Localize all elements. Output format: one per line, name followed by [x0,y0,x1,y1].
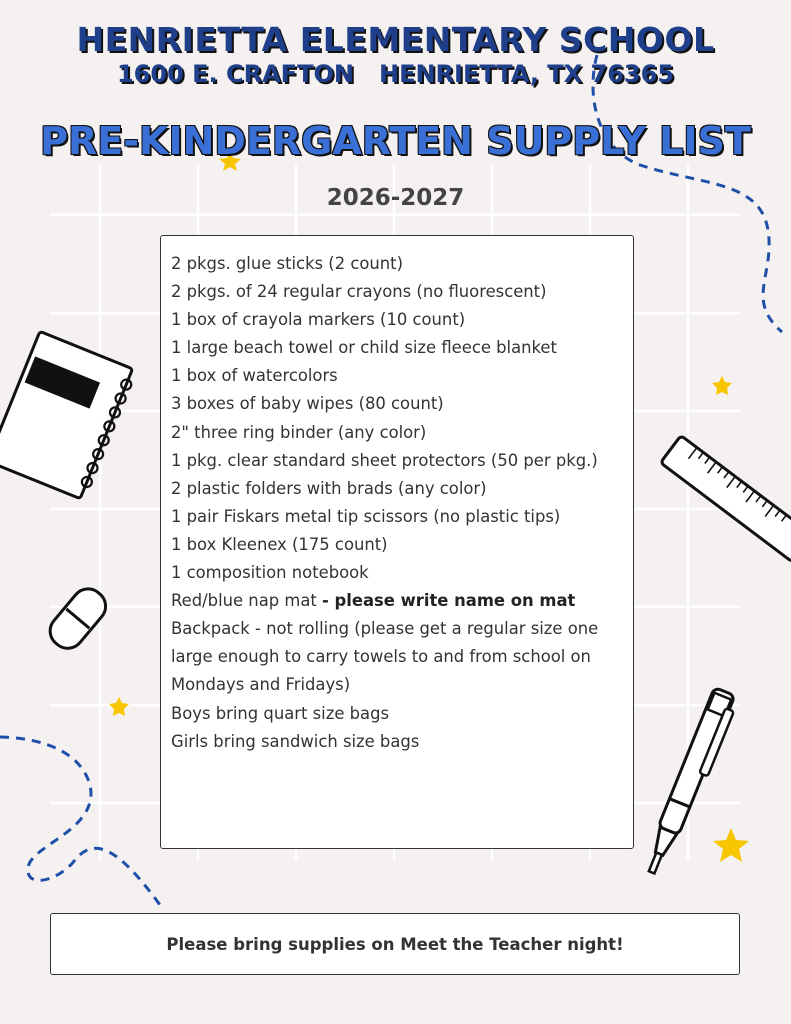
list-item-text: Girls bring sandwich size bags [171,731,420,751]
school-year: 2026-2027 [326,185,465,211]
list-item-text: 3 boxes of baby wipes (80 count) [171,394,444,414]
list-item-text: Boys bring quart size bags [171,703,390,723]
star-icon [109,697,129,716]
list-item-text: 1 box of watercolors [171,366,338,386]
school-name: HENRIETTA ELEMENTARY SCHOOL [76,20,715,59]
list-item-emphasis: - please write name on mat [322,591,576,611]
ruler-icon [660,435,791,561]
list-item [171,531,625,559]
list-item-text: 1 box Kleenex (175 count) [171,534,388,554]
supply-list-box [160,235,634,849]
list-item [171,278,625,306]
list-item [171,475,625,503]
list-item-text: 1 pkg. clear standard sheet protectors (50 per pkg.) [171,450,598,470]
list-item-text: 2 pkgs. of 24 regular crayons (no fluorescent) [171,282,547,302]
eraser-icon [44,582,112,654]
list-item-text: 1 pair Fiskars metal tip scissors (no plastic tips) [171,506,561,526]
page-title: PRE-KINDERGARTEN SUPPLY LIST [40,119,751,163]
list-item [171,559,625,587]
footer-note-box [50,913,740,975]
list-item [171,728,625,756]
list-item-text: 2 plastic folders with brads (any color) [171,478,487,498]
list-item [171,334,625,362]
list-item [171,615,625,699]
list-item [171,503,625,531]
list-item-text: 1 large beach towel or child size fleece blanket [171,338,557,358]
list-item-text: 2" three ring binder (any color) [171,422,427,442]
notebook-icon [0,331,137,500]
dashed-curve-bottom-left [0,737,160,905]
list-item [171,250,625,278]
school-address: 1600 E. CRAFTON HENRIETTA, TX 76365 [116,60,675,88]
star-icon [712,376,732,395]
list-item [171,700,625,728]
list-item-text: Red/blue nap mat [171,591,322,611]
star-icon [713,828,749,862]
list-item [171,447,625,475]
list-item [171,419,625,447]
supply-list [171,250,625,756]
list-item-text: Backpack - not rolling (please get a regular size one large enough to carry towels to and from school on Mondays and Fridays) [171,619,599,695]
list-item [171,390,625,418]
footer-note: Please bring supplies on Meet the Teacher night! [166,934,624,954]
list-item [171,306,625,334]
list-item-text: 1 composition notebook [171,563,369,583]
list-item [171,587,625,615]
list-item-text: 1 box of crayola markers (10 count) [171,310,466,330]
list-item [171,362,625,390]
list-item-text: 2 pkgs. glue sticks (2 count) [171,254,403,273]
